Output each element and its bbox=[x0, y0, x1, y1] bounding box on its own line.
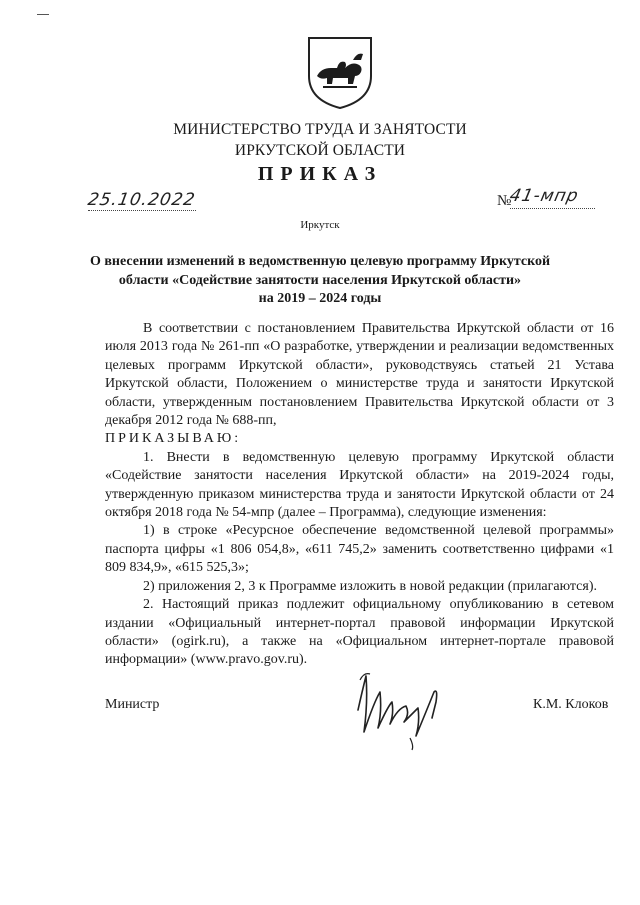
item-1: 1. Внести в ведомственную целевую программу Иркутской области «Содействие занятости населения Иркутской области» на 2019-2024 годы, утвержденную приказом министерства труда и занятости Иркутской области от 24 октября 2018 года № 54-мпр (далее – Программа), следующие изменения: bbox=[105, 449, 614, 521]
signatory-position: Министр bbox=[105, 697, 160, 712]
document-type: ПРИКАЗ bbox=[257, 163, 383, 185]
item-1-subitem-2: 2) приложения 2, 3 к Программе изложить в новой редакции (прилагаются). bbox=[143, 578, 597, 594]
document-number: 41-мпр bbox=[507, 186, 581, 206]
document-date: 25.10.2022 bbox=[86, 190, 198, 210]
title-line-3: на 2019 – 2024 годы bbox=[258, 291, 382, 306]
number-underline bbox=[510, 208, 595, 209]
document-body bbox=[105, 320, 614, 670]
signatory-name: К.М. Клоков bbox=[533, 697, 609, 712]
ministry-line-1: МИНИСТЕРСТВО ТРУДА И ЗАНЯТОСТИ bbox=[173, 121, 467, 138]
decree-word: ПРИКАЗЫВАЮ: bbox=[105, 431, 242, 447]
title-line-1: О внесении изменений в ведомственную целевую программу Иркутской bbox=[89, 254, 551, 269]
ministry-line-2: ИРКУТСКОЙ ОБЛАСТИ bbox=[234, 142, 406, 159]
number-label: № bbox=[497, 193, 512, 209]
signature-icon bbox=[340, 662, 460, 752]
ministry-name bbox=[0, 119, 640, 161]
document-title bbox=[40, 253, 600, 309]
item-2: 2. Настоящий приказ подлежит официальному опубликованию в сетевом издании «Официальный интернет-портал правовой информации Иркутской области» (ogirk.ru), а также на «Официальном интернет-портале правовой информации» (www.pravo.gov.ru). bbox=[105, 597, 614, 668]
coat-of-arms-icon bbox=[301, 32, 379, 110]
preamble-paragraph: В соответствии с постановлением Правительства Иркутской области от 16 июля 2013 года № 261-пп «О разработке, утверждении и реализации ведомственных целевых программ Иркутской области», руководствуясь статьей 21 Устава Иркутской области, Положением о министерстве труда и занятости Иркутской области, утвержденным постановлением Правительства Иркутской области от 3 декабря 2012 года № 688-пп, bbox=[105, 321, 614, 429]
date-underline bbox=[88, 210, 196, 211]
item-1-subitem-1: 1) в строке «Ресурсное обеспечение ведомственной целевой программы» паспорта цифры «1 806 054,8», «611 745,2» заменить соответственно цифрами «1 809 834,9», «615 525,3»; bbox=[105, 523, 614, 576]
title-line-2: области «Содействие занятости населения Иркутской области» bbox=[118, 272, 522, 288]
city: Иркутск bbox=[300, 219, 340, 231]
scan-mark bbox=[37, 14, 49, 15]
